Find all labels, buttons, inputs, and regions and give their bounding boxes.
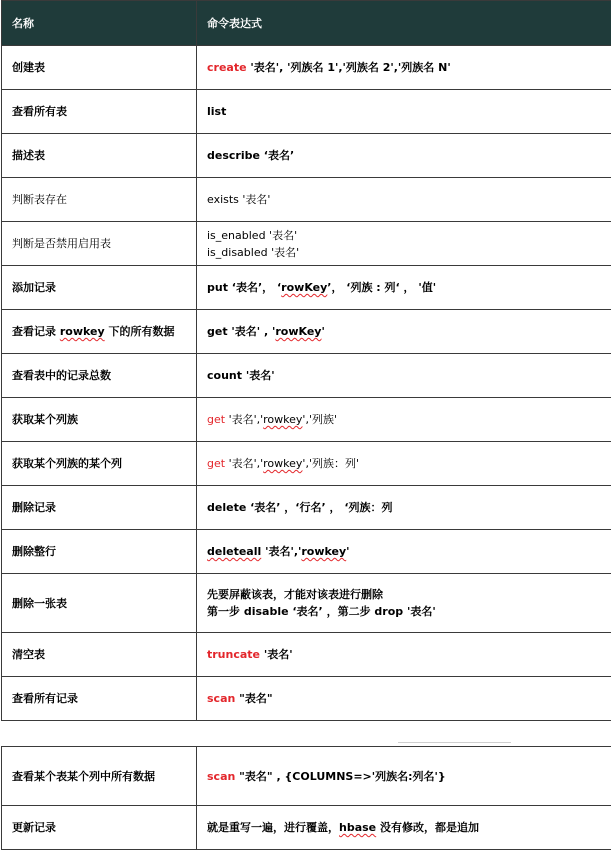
- row-command: count '表名': [197, 354, 611, 398]
- row-name: 查看所有表: [2, 90, 197, 134]
- command-text: '表名',': [225, 413, 264, 426]
- command-text: '表名', '列族名 1','列族名 2','列族名 N': [246, 61, 451, 74]
- command-spellcheck-word: rowkey: [263, 457, 303, 470]
- command-text: "表名": [235, 692, 273, 705]
- table-row: [2, 354, 611, 398]
- table-row: [2, 178, 611, 222]
- row-name: 查看表中的记录总数: [2, 354, 197, 398]
- row-command: [197, 442, 611, 486]
- command-text: 没有修改，都是追加: [376, 821, 479, 834]
- row-name: 查看某个表某个列中所有数据: [2, 747, 197, 806]
- command-keyword: get: [207, 457, 226, 470]
- hbase-command-table: [1, 0, 611, 721]
- row-command: [197, 530, 611, 574]
- row-name: 查看所有记录: [2, 677, 197, 721]
- row-name: 描述表: [2, 134, 197, 178]
- table-row: [2, 442, 611, 486]
- row-name: 添加记录: [2, 266, 197, 310]
- row-name: 删除记录: [2, 486, 197, 530]
- command-text: '表名',': [225, 457, 264, 470]
- command-spellcheck-word: hbase: [339, 821, 377, 834]
- command-line-2: is_disabled '表名': [207, 245, 300, 259]
- command-text: "表名" , {COLUMNS=>'列族名:列名'}: [235, 769, 446, 783]
- table-row: [2, 222, 611, 266]
- row-command: [197, 222, 611, 266]
- row-name: 清空表: [2, 633, 197, 677]
- command-line-2: 第一步 disable ‘表名’ ，第二步 drop '表名': [207, 605, 436, 618]
- table-row: [2, 486, 611, 530]
- command-spellcheck-word: rowkey: [301, 545, 347, 558]
- row-command: [197, 574, 611, 633]
- command-spellcheck-word: rowKey: [275, 325, 322, 338]
- command-text: ’， ‘列族 : 列‘ ， '值': [327, 281, 437, 294]
- row-command: exists '表名': [197, 178, 611, 222]
- table-header-row: [2, 1, 611, 46]
- command-spellcheck-word: rowKey: [281, 281, 328, 294]
- row-command: [197, 633, 611, 677]
- command-spellcheck-word: deleteall: [207, 545, 262, 558]
- table-row: [2, 530, 611, 574]
- command-line-1: 先要屏蔽该表，才能对该表进行删除: [207, 588, 383, 601]
- row-name: 判断是否禁用启用表: [2, 222, 197, 266]
- command-text: ': [346, 545, 350, 558]
- row-command: describe ‘表名’: [197, 134, 611, 178]
- table-break: [0, 737, 611, 746]
- table-row: [2, 266, 611, 310]
- row-name: 删除一张表: [2, 574, 197, 633]
- command-text: get '表名' , ': [207, 325, 276, 338]
- command-text: 就是重写一遍，进行覆盖，: [207, 821, 339, 834]
- row-command: delete ‘表名’ ，‘行名’ ， ‘列族：列: [197, 486, 611, 530]
- row-name: 获取某个列族: [2, 398, 197, 442]
- command-spellcheck-word: rowkey: [263, 413, 303, 426]
- command-keyword: truncate: [207, 648, 261, 661]
- header-command: 命令表达式: [197, 1, 611, 46]
- command-keyword: get: [207, 413, 226, 426]
- row-command: [197, 266, 611, 310]
- command-text: '表名': [260, 648, 293, 661]
- row-command: list: [197, 90, 611, 134]
- table-row: [2, 677, 611, 721]
- command-text: ','列族': [302, 413, 337, 426]
- command-keyword: scan: [207, 769, 236, 783]
- hbase-command-table-continued: [1, 746, 611, 850]
- name-text: 查看记录: [12, 325, 60, 338]
- table-row: [2, 398, 611, 442]
- command-text: ','列族：列': [302, 457, 359, 470]
- command-text: put ‘表名’， ‘: [207, 281, 282, 294]
- row-command: [197, 310, 611, 354]
- command-keyword: scan: [207, 692, 236, 705]
- table-row: [2, 747, 611, 806]
- header-name: 名称: [2, 1, 197, 46]
- row-name: 删除整行: [2, 530, 197, 574]
- name-text: 下的所有数据: [104, 325, 175, 338]
- table-row: [2, 806, 611, 850]
- table-row: [2, 310, 611, 354]
- row-command: [197, 677, 611, 721]
- row-command: [197, 806, 611, 850]
- command-keyword: create: [207, 61, 247, 74]
- row-command: [197, 747, 611, 806]
- table-row: [2, 134, 611, 178]
- row-name: [2, 310, 197, 354]
- row-command: [197, 46, 611, 90]
- command-line-1: is_enabled '表名': [207, 228, 298, 242]
- name-spellcheck-word: rowkey: [59, 325, 105, 338]
- table-row: [2, 90, 611, 134]
- table-row: [2, 574, 611, 633]
- table-row: [2, 633, 611, 677]
- row-name: 判断表存在: [2, 178, 197, 222]
- table-break-line: [398, 742, 511, 743]
- table-row: [2, 46, 611, 90]
- row-command: [197, 398, 611, 442]
- row-name: 更新记录: [2, 806, 197, 850]
- command-text: ': [321, 325, 325, 338]
- row-name: 获取某个列族的某个列: [2, 442, 197, 486]
- command-text: '表名',': [261, 545, 302, 558]
- row-name: 创建表: [2, 46, 197, 90]
